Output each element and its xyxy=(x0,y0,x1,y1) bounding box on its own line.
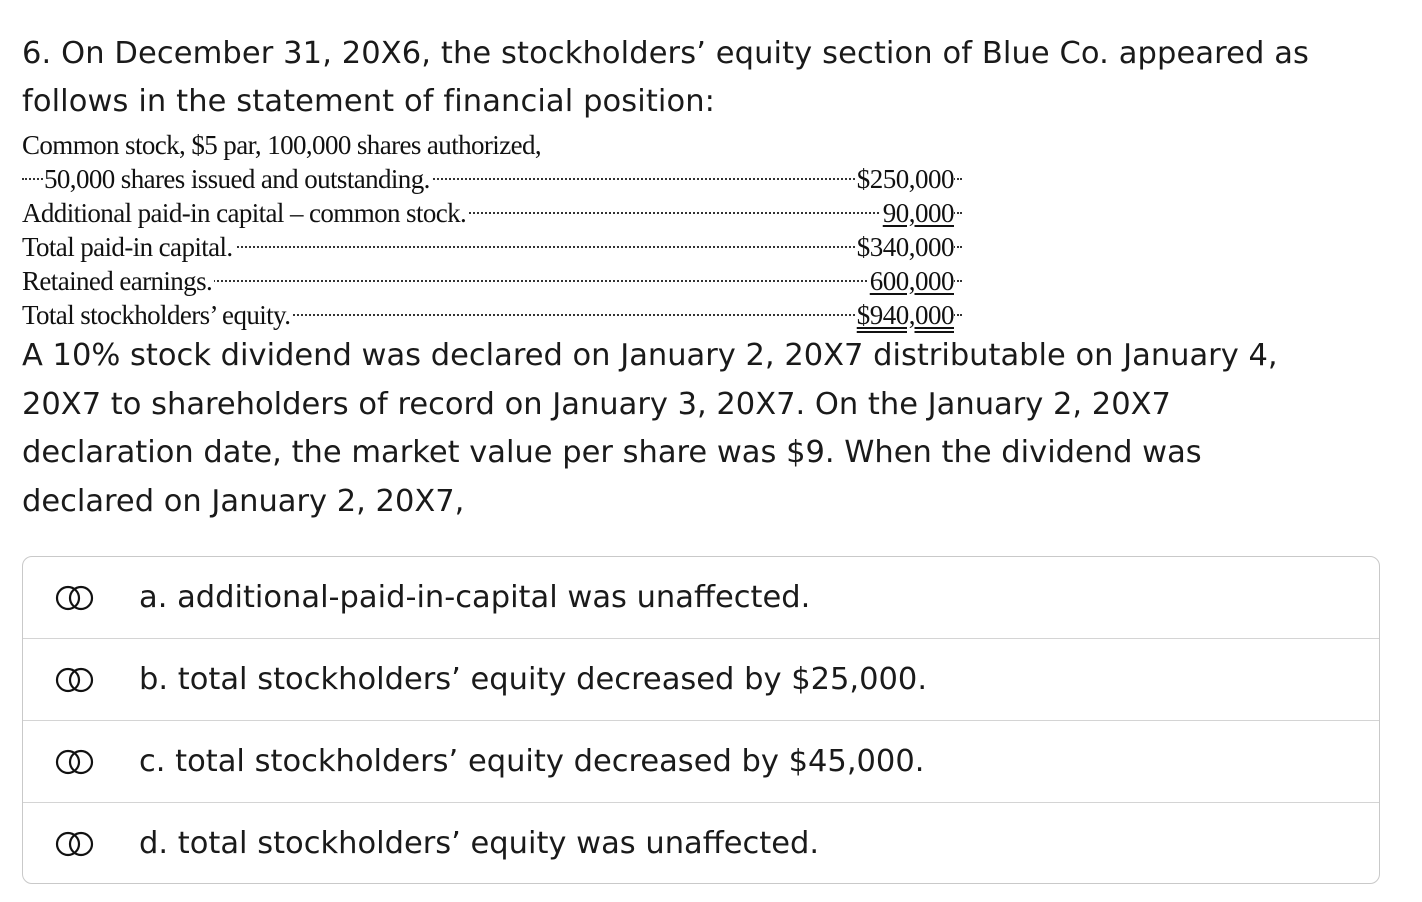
radio-button-icon[interactable] xyxy=(55,831,101,857)
equity-label: Retained earnings. xyxy=(22,266,213,296)
answer-option-d[interactable] xyxy=(23,803,1379,885)
body-line: declaration date, the market value per share was $9. When the dividend was xyxy=(22,435,1202,470)
equity-row xyxy=(22,230,962,264)
equity-amount: $250,000 xyxy=(856,164,954,194)
equity-row xyxy=(22,162,962,196)
equity-row xyxy=(22,128,962,162)
equity-label: Common stock, $5 par, 100,000 shares authorized, xyxy=(22,130,542,160)
answer-option-label: c. total stockholders’ equity decreased by $45,000. xyxy=(139,744,925,779)
equity-row xyxy=(22,196,962,230)
equity-label: Total paid-in capital. xyxy=(22,232,233,262)
body-line: declared on January 2, 20X7, xyxy=(22,483,465,519)
answer-option-a[interactable] xyxy=(23,557,1379,639)
radio-button-icon[interactable] xyxy=(55,749,101,775)
equity-amount: 90,000 xyxy=(882,198,954,228)
equity-amount: 600,000 xyxy=(869,266,954,296)
equity-label: Additional paid-in capital – common stock. xyxy=(22,198,467,228)
question-line: 6. On December 31, 20X6, the stockholders’ equity section of Blue Co. appeared as xyxy=(22,36,1309,71)
answer-option-label: a. additional-paid-in-capital was unaffected. xyxy=(139,580,811,615)
equity-row xyxy=(22,264,962,298)
equity-row xyxy=(22,298,962,332)
body-line: A 10% stock dividend was declared on January 2, 20X7 distributable on January 4, xyxy=(22,338,1278,373)
question-line: follows in the statement of financial position: xyxy=(22,84,716,119)
equity-section xyxy=(22,128,962,332)
equity-amount: $940,000 xyxy=(856,300,954,330)
body-line: 20X7 to shareholders of record on January 3, 20X7. On the January 2, 20X7 xyxy=(22,386,1171,422)
answer-option-label: d. total stockholders’ equity was unaffected. xyxy=(139,826,820,861)
answer-option-b[interactable] xyxy=(23,639,1379,721)
answer-option-c[interactable] xyxy=(23,721,1379,803)
question-body xyxy=(22,332,1392,526)
equity-amount: $340,000 xyxy=(856,232,954,262)
equity-label: 50,000 shares issued and outstanding. xyxy=(44,164,430,194)
radio-button-icon[interactable] xyxy=(55,667,101,693)
answer-option-label: b. total stockholders’ equity decreased by $25,000. xyxy=(139,662,928,697)
question-stem xyxy=(22,30,1392,126)
answer-choices xyxy=(22,556,1380,884)
radio-button-icon[interactable] xyxy=(55,585,101,611)
equity-label: Total stockholders’ equity. xyxy=(22,300,291,330)
